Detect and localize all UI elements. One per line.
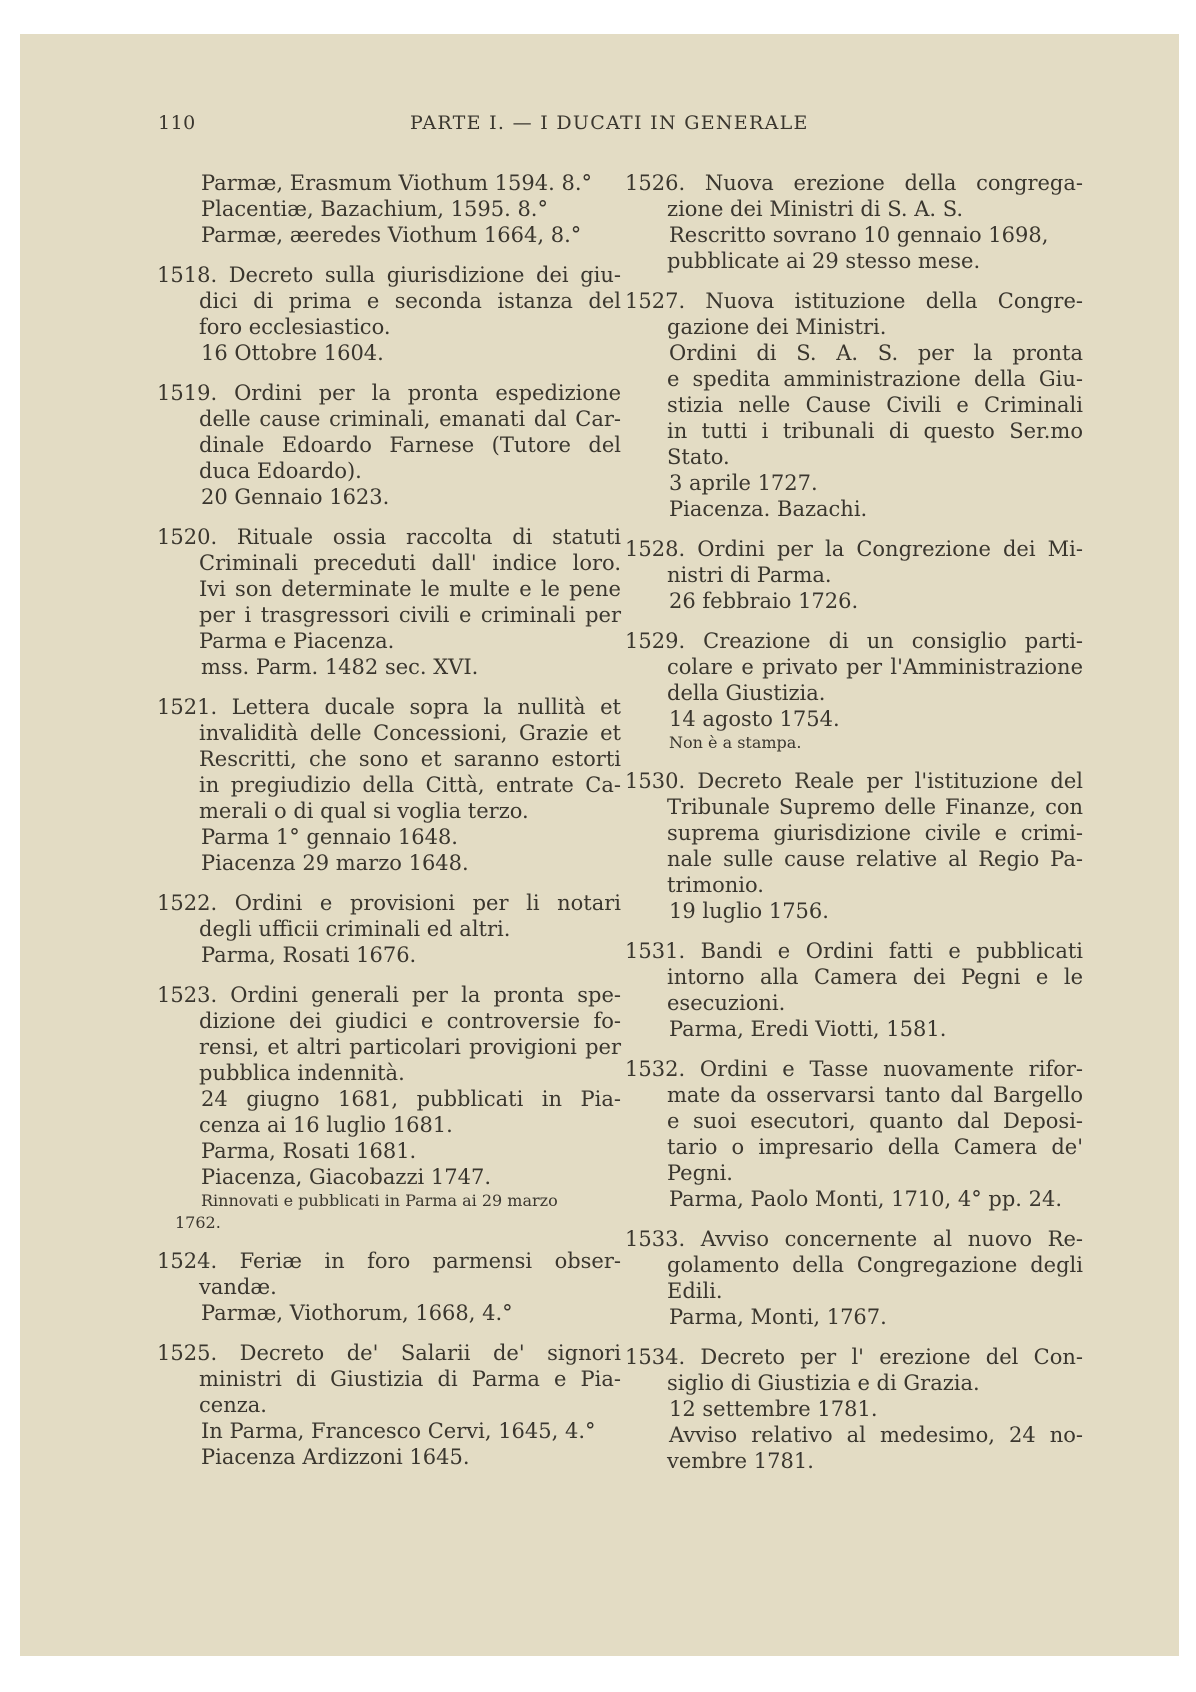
- entry-line: merali o di qual si voglia terzo.: [199, 799, 529, 823]
- catalog-entry: [175, 170, 621, 248]
- entry-line: Rinnovati e pubblicati in Parma ai 29 marzo: [201, 1191, 558, 1210]
- entry-line: foro ecclesiastico.: [199, 315, 391, 339]
- entry-line: dinale Edoardo Farnese (Tutore del: [199, 433, 621, 457]
- entry-line: Criminali preceduti dall' indice loro.: [199, 551, 621, 575]
- catalog-entry: [625, 536, 1083, 614]
- entry-line: Piacenza 29 marzo 1648.: [201, 851, 469, 875]
- scanned-page: [20, 34, 1179, 1656]
- catalog-entry: [157, 982, 621, 1234]
- entry-line: In Parma, Francesco Cervi, 1645, 4.°: [201, 1419, 596, 1443]
- entry-line: vandæ.: [199, 1275, 277, 1299]
- catalog-entry: [625, 628, 1083, 754]
- entry-line: mss. Parm. 1482 sec. XVI.: [201, 655, 479, 679]
- entry-line: Parmæ, æeredes Viothum 1664, 8.°: [201, 223, 582, 247]
- entry-line: pubblicate ai 29 stesso mese.: [667, 249, 981, 273]
- entry-line: colare e privato per l'Amministrazione: [667, 655, 1083, 679]
- entry-line: 1528. Ordini per la Congrezione dei Mi-: [625, 537, 1083, 561]
- entry-line: vembre 1781.: [667, 1449, 814, 1473]
- entry-line: 1521. Lettera ducale sopra la nullità et: [157, 695, 621, 719]
- entry-line: e spedita amministrazione della Giu-: [667, 367, 1083, 391]
- catalog-entry: [625, 768, 1083, 924]
- catalog-entry: [625, 1056, 1083, 1212]
- entry-line: 1534. Decreto per l' erezione del Con-: [625, 1345, 1083, 1369]
- entry-line: invalidità delle Concessioni, Grazie et: [199, 721, 621, 745]
- entry-line: 19 luglio 1756.: [669, 899, 829, 923]
- catalog-entry: [157, 524, 621, 680]
- entry-line: 1762.: [175, 1213, 221, 1232]
- entry-line: dizione dei giudici e controversie fo-: [199, 1009, 621, 1033]
- entry-line: Parma e Piacenza.: [199, 629, 395, 653]
- entry-line: 1520. Rituale ossia raccolta di statuti: [157, 525, 621, 549]
- entry-line: tario o impresario della Camera de': [667, 1135, 1083, 1159]
- catalog-entry: [157, 262, 621, 366]
- entry-line: 1519. Ordini per la pronta espedizione: [157, 381, 621, 405]
- page-content: [20, 34, 1179, 1656]
- left-column: [157, 170, 621, 1484]
- entry-line: Parma, Rosati 1681.: [201, 1139, 417, 1163]
- entry-line: Stato.: [667, 445, 730, 469]
- entry-line: Rescritti, che sono et saranno estorti: [199, 747, 621, 771]
- entry-line: 1526. Nuova erezione della congrega-: [625, 171, 1083, 195]
- right-column: [625, 170, 1083, 1488]
- entry-line: Ivi son determinate le multe e le pene: [199, 577, 621, 601]
- entry-line: 1527. Nuova istituzione della Congre-: [625, 289, 1083, 313]
- catalog-entry: [625, 1226, 1083, 1330]
- entry-line: cenza ai 16 luglio 1681.: [199, 1113, 453, 1137]
- entry-line: golamento della Congregazione degli: [667, 1253, 1083, 1277]
- entry-line: 1533. Avviso concernente al nuovo Re-: [625, 1227, 1083, 1251]
- entry-line: Parmæ, Viothorum, 1668, 4.°: [201, 1301, 513, 1325]
- entry-line: esecuzioni.: [667, 991, 786, 1015]
- entry-line: 1529. Creazione di un consiglio parti-: [625, 629, 1083, 653]
- entry-line: Parma, Rosati 1676.: [201, 943, 417, 967]
- entry-line: 1522. Ordini e provisioni per li notari: [157, 891, 621, 915]
- page-number: 110: [158, 112, 196, 134]
- catalog-entry: [157, 380, 621, 510]
- entry-line: 3 aprile 1727.: [669, 471, 818, 495]
- entry-line: stizia nelle Cause Civili e Criminali: [667, 393, 1083, 417]
- entry-line: cenza.: [199, 1393, 267, 1417]
- entry-line: 16 Ottobre 1604.: [201, 341, 384, 365]
- entry-line: 26 febbraio 1726.: [669, 589, 859, 613]
- entry-line: intorno alla Camera dei Pegni e le: [667, 965, 1083, 989]
- entry-line: della Giustizia.: [667, 681, 826, 705]
- catalog-entry: [157, 1248, 621, 1326]
- catalog-entry: [157, 1340, 621, 1470]
- entry-line: Placentiæ, Bazachium, 1595. 8.°: [201, 197, 548, 221]
- entry-line: 12 settembre 1781.: [669, 1397, 878, 1421]
- catalog-entry: [625, 288, 1083, 522]
- entry-line: zione dei Ministri di S. A. S.: [667, 197, 964, 221]
- entry-line: mate da osservarsi tanto dal Bargello: [667, 1083, 1083, 1107]
- entry-line: per i trasgressori civili e criminali per: [199, 603, 621, 627]
- entry-line: degli ufficii criminali ed altri.: [199, 917, 511, 941]
- entry-line: Parmæ, Erasmum Viothum 1594. 8.°: [201, 171, 593, 195]
- entry-line: in tutti i tribunali di questo Ser.mo: [667, 419, 1083, 443]
- entry-line: nale sulle cause relative al Regio Pa-: [667, 847, 1083, 871]
- entry-line: 14 agosto 1754.: [669, 707, 840, 731]
- entry-line: pubblica indennità.: [199, 1061, 405, 1085]
- entry-line: e suoi esecutori, quanto dal Deposi-: [667, 1109, 1083, 1133]
- catalog-entry: [625, 938, 1083, 1042]
- entry-line: gazione dei Ministri.: [667, 315, 887, 339]
- entry-line: duca Edoardo).: [199, 459, 362, 483]
- entry-line: siglio di Giustizia e di Grazia.: [667, 1371, 980, 1395]
- catalog-entry: [625, 170, 1083, 274]
- catalog-entry: [625, 1344, 1083, 1474]
- entry-line: 1518. Decreto sulla giurisdizione dei giu-: [157, 263, 621, 287]
- catalog-entry: [157, 694, 621, 876]
- entry-line: suprema giurisdizione civile e crimi-: [667, 821, 1083, 845]
- catalog-entry: [157, 890, 621, 968]
- entry-line: Ordini di S. A. S. per la pronta: [669, 341, 1083, 365]
- entry-line: Parma, Monti, 1767.: [669, 1305, 887, 1329]
- entry-line: Parma 1° gennaio 1648.: [201, 825, 458, 849]
- entry-line: 1531. Bandi e Ordini fatti e pubblicati: [625, 939, 1083, 963]
- entry-line: 24 giugno 1681, pubblicati in Pia-: [201, 1087, 621, 1111]
- entry-line: 1524. Feriæ in foro parmensi obser-: [157, 1249, 621, 1273]
- entry-line: 1523. Ordini generali per la pronta spe-: [157, 983, 621, 1007]
- entry-line: trimonio.: [667, 873, 764, 897]
- entry-line: 1532. Ordini e Tasse nuovamente rifor-: [625, 1057, 1083, 1081]
- running-title: PARTE I. — I DUCATI IN GENERALE: [410, 112, 809, 134]
- entry-line: Piacenza, Giacobazzi 1747.: [201, 1165, 492, 1189]
- entry-line: delle cause criminali, emanati dal Car-: [199, 407, 621, 431]
- entry-line: 1525. Decreto de' Salarii de' signori: [157, 1341, 621, 1365]
- entry-line: 20 Gennaio 1623.: [201, 485, 390, 509]
- entry-line: Tribunale Supremo delle Finanze, con: [667, 795, 1083, 819]
- entry-line: in pregiudizio della Città, entrate Ca-: [199, 773, 621, 797]
- entry-line: Piacenza Ardizzoni 1645.: [201, 1445, 470, 1469]
- entry-line: dici di prima e seconda istanza del: [199, 289, 621, 313]
- entry-line: 1530. Decreto Reale per l'istituzione del: [625, 769, 1083, 793]
- entry-line: Parma, Eredi Viotti, 1581.: [669, 1017, 947, 1041]
- entry-line: ministri di Giustizia di Parma e Pia-: [199, 1367, 621, 1391]
- entry-line: Avviso relativo al medesimo, 24 no-: [669, 1423, 1083, 1447]
- entry-line: nistri di Parma.: [667, 563, 832, 587]
- entry-line: Pegni.: [667, 1161, 733, 1185]
- entry-line: Non è a stampa.: [669, 733, 802, 752]
- entry-line: Parma, Paolo Monti, 1710, 4° pp. 24.: [669, 1187, 1063, 1211]
- entry-line: rensi, et altri particolari provigioni per: [199, 1035, 621, 1059]
- entry-line: Rescritto sovrano 10 gennaio 1698,: [669, 223, 1049, 247]
- entry-line: Edili.: [667, 1279, 723, 1303]
- entry-line: Piacenza. Bazachi.: [669, 497, 868, 521]
